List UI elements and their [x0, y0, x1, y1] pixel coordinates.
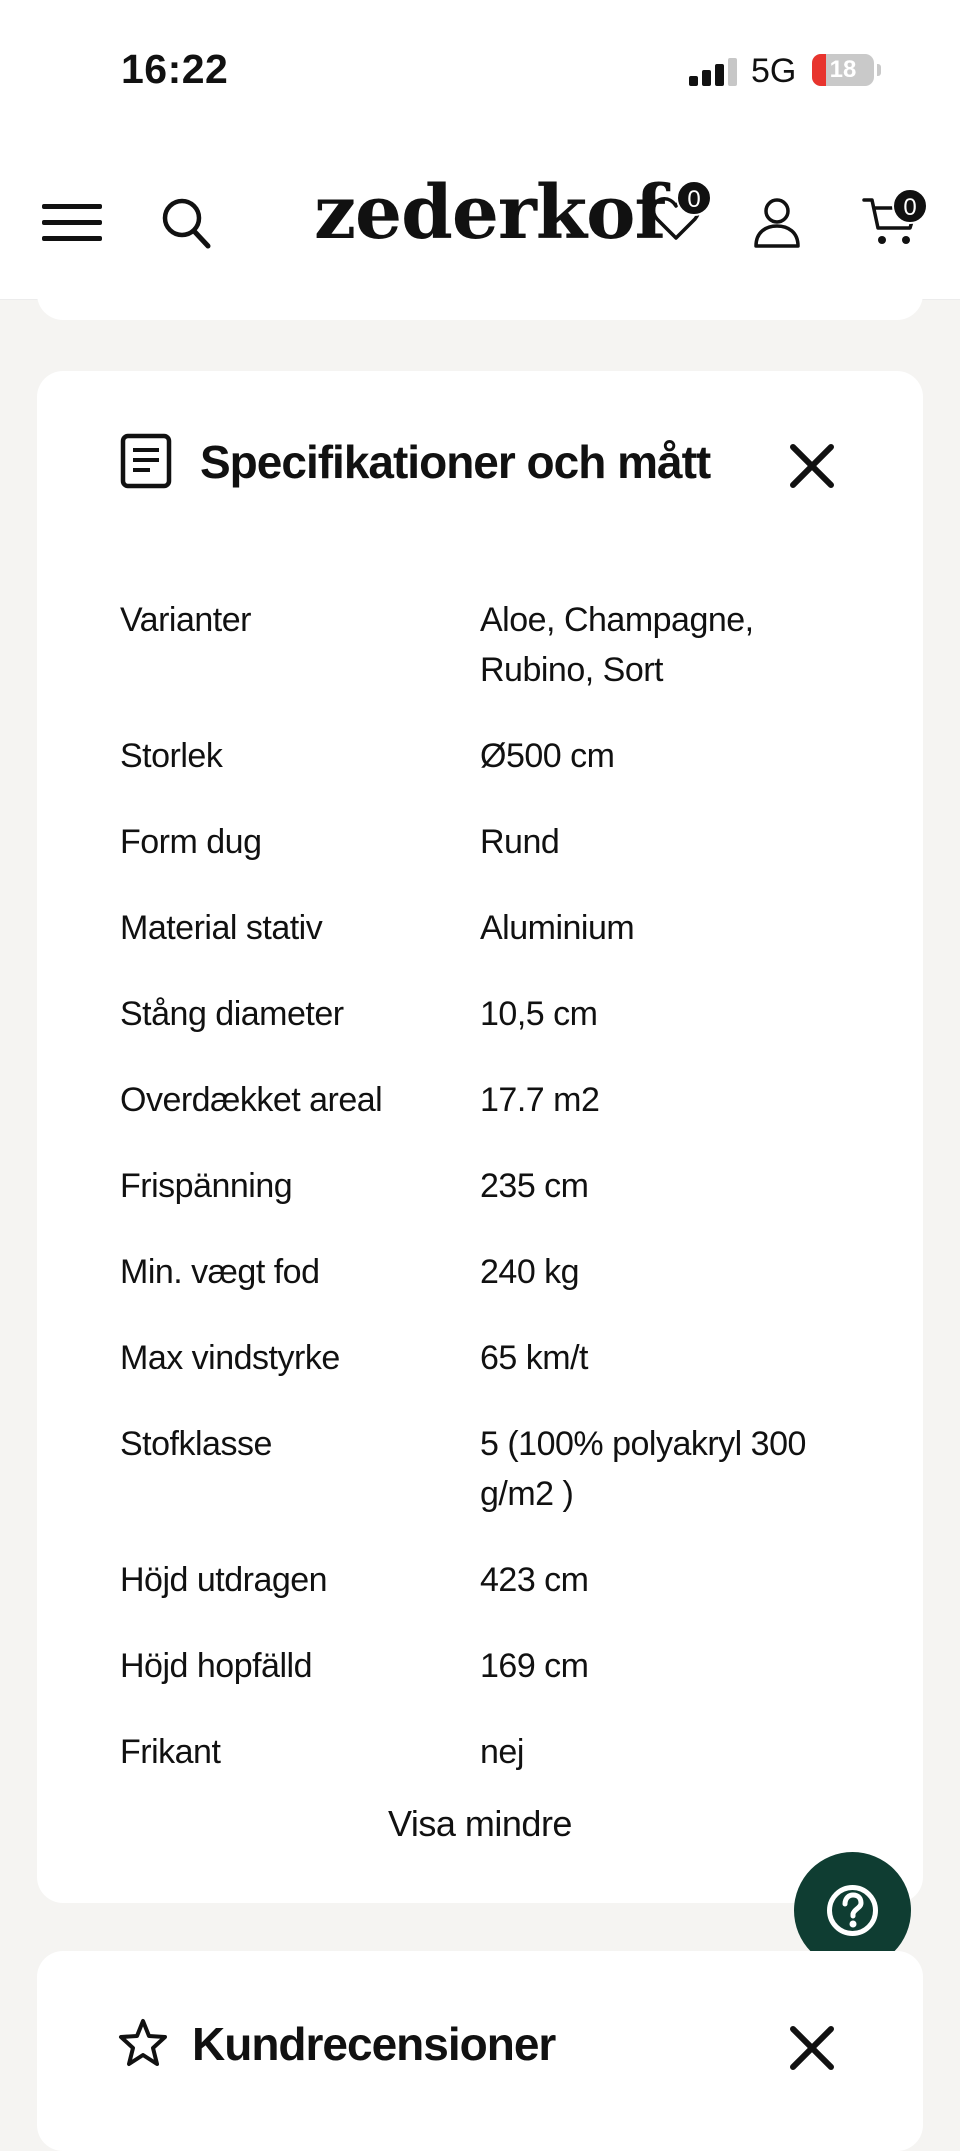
spec-value: Ø500 cm: [480, 737, 615, 775]
spec-label: Form dug: [120, 823, 262, 861]
close-icon[interactable]: [787, 441, 837, 491]
spec-row: [120, 817, 840, 867]
spec-value: nej: [480, 1733, 524, 1771]
specifications-title: Specifikationer och mått: [200, 436, 711, 488]
battery-tip: [877, 64, 881, 76]
spec-row: [120, 595, 840, 695]
spec-row: [120, 1161, 840, 1211]
spec-row: [120, 1419, 840, 1519]
spec-row: [120, 1641, 840, 1691]
user-icon[interactable]: [752, 196, 802, 248]
spec-row: [120, 1247, 840, 1297]
network-label: 5G: [751, 52, 797, 90]
menu-icon[interactable]: [42, 202, 104, 242]
status-bar: [0, 0, 960, 140]
spec-value: 423 cm: [480, 1561, 589, 1599]
spec-label: Max vindstyrke: [120, 1339, 340, 1377]
search-icon[interactable]: [160, 196, 212, 250]
spec-table: [120, 595, 840, 1813]
signal-icon: [689, 56, 737, 86]
spec-value: Aloe, Champagne, Rubino, Sort: [480, 601, 754, 689]
battery-icon: [812, 54, 874, 86]
spec-value: Aluminium: [480, 909, 635, 947]
specifications-card: [37, 371, 923, 1903]
spec-row: [120, 1075, 840, 1125]
spec-row: [120, 731, 840, 781]
spec-label: Overdækket areal: [120, 1081, 383, 1119]
spec-row: [120, 1555, 840, 1605]
spec-row: [120, 903, 840, 953]
spec-label: Stofklasse: [120, 1425, 272, 1463]
spec-row: [120, 1333, 840, 1383]
close-icon[interactable]: [787, 2023, 837, 2073]
spec-value: 169 cm: [480, 1647, 589, 1685]
spec-value: 10,5 cm: [480, 995, 598, 1033]
reviews-card: [37, 1951, 923, 2151]
spec-row: [120, 1727, 840, 1777]
reviews-title[interactable]: Kundrecensioner: [192, 2018, 556, 2070]
previous-section-card: [37, 270, 923, 320]
spec-value: Rund: [480, 823, 560, 861]
spec-label: Höjd utdragen: [120, 1561, 328, 1599]
spec-label: Material stativ: [120, 909, 323, 947]
spec-label: Min. vægt fod: [120, 1253, 320, 1291]
show-less-button[interactable]: Visa mindre: [388, 1803, 572, 1844]
spec-label: Storlek: [120, 737, 223, 775]
site-logo[interactable]: zederkof: [314, 170, 666, 256]
spec-value: 5 (100% polyakryl 300 g/m2 ): [480, 1425, 806, 1513]
document-icon: [120, 433, 172, 489]
spec-row: [120, 989, 840, 1039]
spec-label: Stång diameter: [120, 995, 344, 1033]
cart-count-badge: 0: [892, 188, 928, 224]
spec-value: 235 cm: [480, 1167, 589, 1205]
battery-level: 18: [829, 56, 857, 83]
spec-label: Varianter: [120, 601, 251, 639]
status-time: 16:22: [121, 46, 229, 92]
spec-label: Frikant: [120, 1733, 221, 1771]
spec-label: Höjd hopfälld: [120, 1647, 312, 1685]
spec-value: 65 km/t: [480, 1339, 588, 1377]
star-icon: [117, 2017, 169, 2069]
spec-label: Frispänning: [120, 1167, 293, 1205]
spec-value: 240 kg: [480, 1253, 580, 1291]
wishlist-count-badge: 0: [676, 180, 712, 216]
spec-value: 17.7 m2: [480, 1081, 600, 1119]
